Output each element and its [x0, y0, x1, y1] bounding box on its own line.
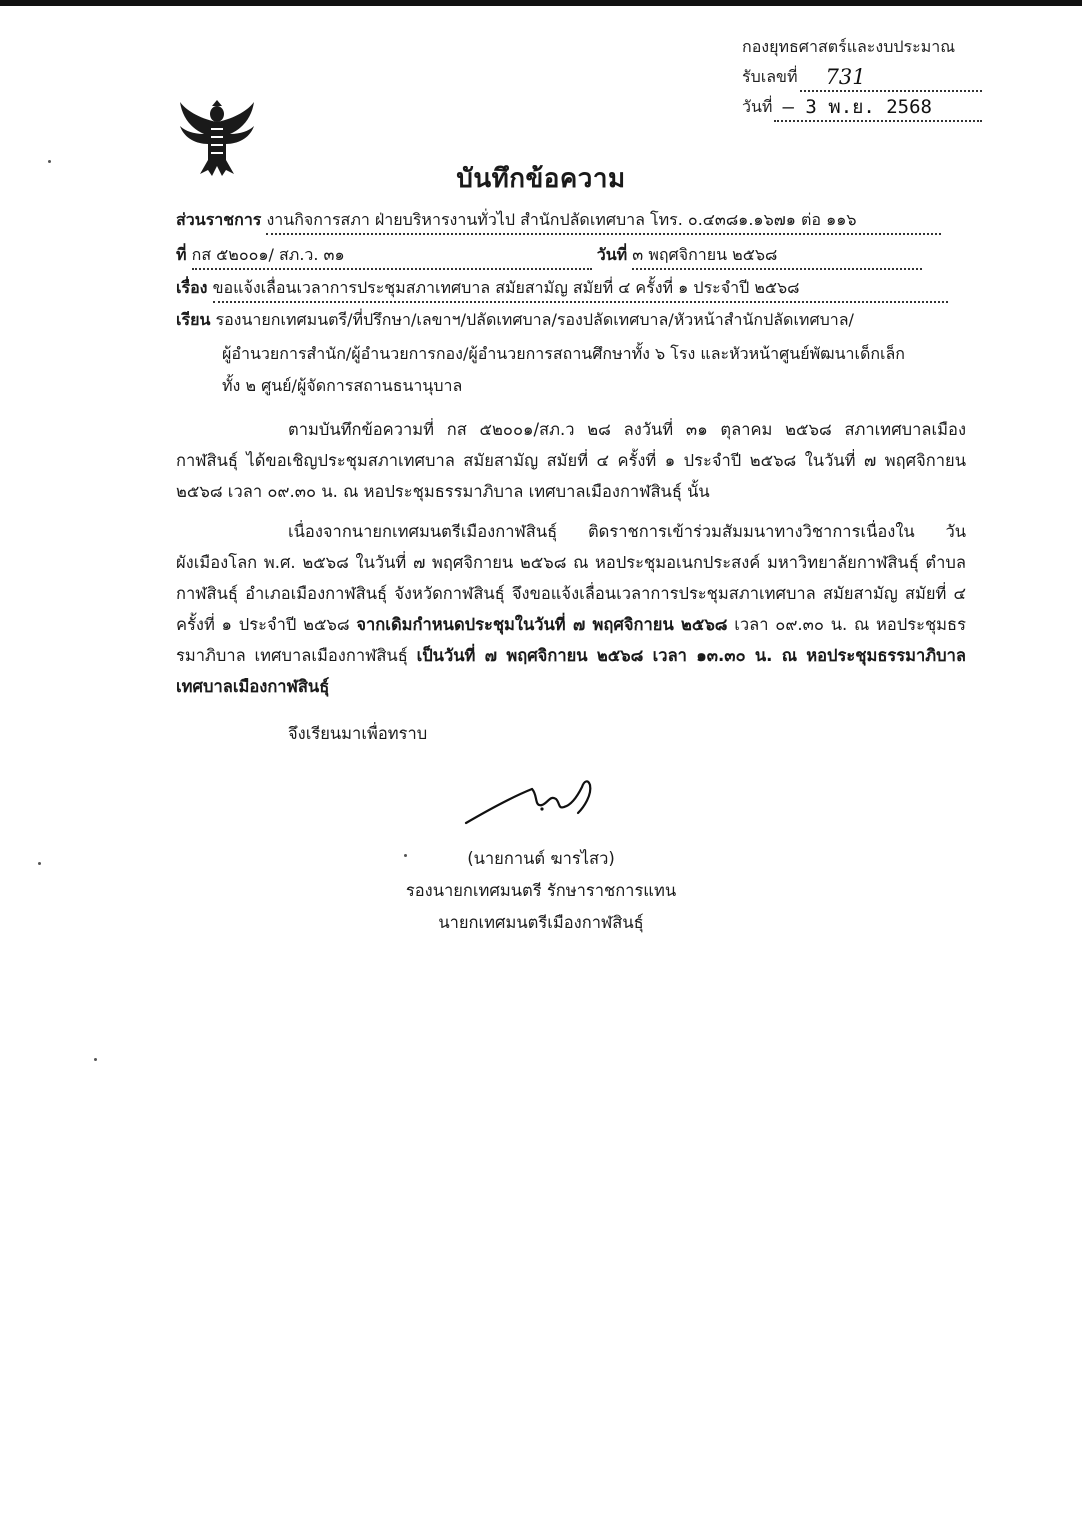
stamp-recv-no: 731 [825, 65, 866, 89]
agency-value: งานกิจการสภา ฝ่ายบริหารงานทั่วไป สำนักปลัดเทศบาล โทร. ๐.๔๓๘๑.๑๖๗๑ ต่อ ๑๑๖ [266, 210, 857, 229]
to-line-1: รองนายกเทศมนตรี/ที่ปรึกษา/เลขาฯ/ปลัดเทศบาล/รองปลัดเทศบาล/หัวหน้าสำนักปลัดเทศบาล/ [215, 310, 854, 329]
signatory-name: (นายกานต์ ฆารไสว) [467, 849, 615, 868]
ref-value: กส ๕๒๐๐๑/ สภ.ว. ๓๑ [191, 245, 345, 264]
stamp-recv-label: รับเลขที่ [742, 67, 798, 86]
scan-speck [48, 160, 51, 163]
para2-bold-b: จากเดิมกำหนดประชุมในวันที่ ๗ พฤศจิกายน ๒๕๖๘ [356, 615, 728, 634]
subject-value: ขอแจ้งเลื่อนเวลาการประชุมสภาเทศบาล สมัยสามัญ สมัยที่ ๔ ครั้งที่ ๑ ประจำปี ๒๕๖๘ [212, 278, 800, 297]
to-line-2: ผู้อำนวยการสำนัก/ผู้อำนวยการกอง/ผู้อำนวยการสถานศึกษาทั้ง ๖ โรง และหัวหน้าศูนย์พัฒนาเด็กเล็ก [222, 344, 905, 363]
scan-speck [94, 1058, 97, 1061]
stamp-recv-row [742, 62, 982, 92]
agency-label: ส่วนราชการ [176, 210, 262, 229]
header-ref-date [176, 243, 922, 270]
para2-text-c: เวลา ๐๙.๓๐ น. ณ หอประชุมธรรมาภิบาล เทศบาลเมืองกาฬสินธุ์ [176, 615, 966, 665]
subject-label: เรื่อง [176, 278, 208, 297]
signatory-position-2: นายกเทศมนตรีเมืองกาฬสินธุ์ [438, 913, 644, 932]
to-label: เรียน [176, 310, 211, 329]
signatory-position-1: รองนายกเทศมนตรี รักษาราชการแทน [405, 881, 677, 900]
receipt-stamp [742, 32, 982, 122]
scan-speck [38, 862, 41, 865]
ref-label: ที่ [176, 245, 187, 264]
para2-text-a: เนื่องจากนายกเทศมนตรีเมืองกาฬสินธุ์ ติดราชการเข้าร่วมสัมมนาทางวิชาการเนื่องใน วันผังเมืองโลก พ.ศ. ๒๕๖๘ ในวันที่ ๗ พฤศจิกายน ๒๕๖๘ ณ หอประชุมอเนกประสงค์ มหาวิทยาลัยกาฬสินธุ์ ตำบลกาฬสินธุ์ อำเภอเมืองกาฬสินธุ์ จังหวัดกาฬสินธุ์ จึงขอแจ้งเลื่อนเวลาการประชุมสภาเทศบาล สมัยสามัญ สมัยที่ ๔ ครั้งที่ ๑ ประจำปี ๒๕๖๘ [176, 522, 966, 634]
body-paragraph-1: ตามบันทึกข้อความที่ กส ๕๒๐๐๑/สภ.ว ๒๘ ลงวันที่ ๓๑ ตุลาคม ๒๕๖๘ สภาเทศบาลเมืองกาฬสินธุ์ ได้ขอเชิญประชุมสภาเทศบาล สมัยสามัญ สมัยที่ ๔ ครั้งที่ ๑ ประจำปี ๒๕๖๘ ในวันที่ ๗ พฤศจิกายน ๒๕๖๘ เวลา ๐๙.๓๐ น. ณ หอประชุมธรรมาภิบาล เทศบาลเมืองกาฬสินธุ์ นั้น [176, 420, 966, 501]
handwritten-signature [460, 765, 620, 835]
header-to [176, 308, 854, 333]
scan-top-edge [0, 0, 1082, 6]
scan-speck [404, 854, 407, 857]
date-label: วันที่ [596, 245, 628, 264]
para2-bold-d: เป็นวันที่ ๗ พฤศจิกายน ๒๕๖๘ เวลา ๑๓.๓๐ น. ณ หอประชุมธรรมาภิบาล เทศบาลเมืองกาฬสินธุ์ [176, 646, 966, 696]
header-subject [176, 276, 948, 303]
date-value: ๓ พฤศจิกายน ๒๕๖๘ [632, 245, 778, 264]
to-line-3: ทั้ง ๒ ศูนย์/ผู้จัดการสถานธนานุบาล [222, 376, 463, 395]
stamp-dept: กองยุทธศาสตร์และงบประมาณ [742, 37, 956, 56]
page-title: บันทึกข้อความ [456, 164, 626, 194]
body-paragraph-2 [176, 516, 966, 702]
stamp-date-label: วันที่ [742, 97, 773, 116]
stamp-date-row [742, 92, 982, 122]
stamp-date-value: – 3 พ.ย. 2568 [782, 96, 932, 118]
header-agency [176, 208, 941, 235]
closing-line: จึงเรียนมาเพื่อทราบ [288, 724, 428, 743]
